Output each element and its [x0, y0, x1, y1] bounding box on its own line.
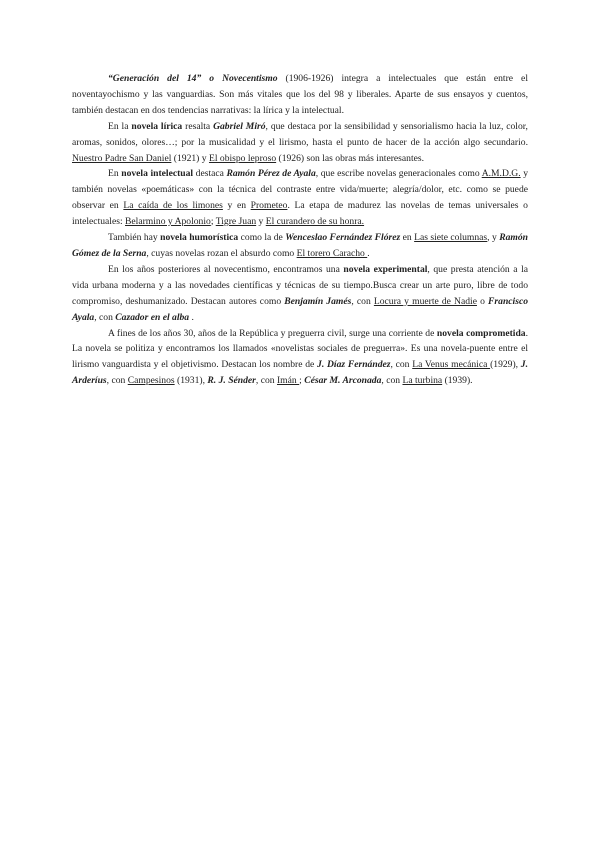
author-name: Ramón Pérez de Ayala	[226, 168, 316, 180]
paragraph-list	[72, 71, 528, 389]
title-reference: Imán	[276, 375, 300, 387]
keyword-term: novela experimental	[343, 263, 428, 275]
text-run: , que presta atención a la vida urbana moderna y a las novedades científicas y técnicas de su tiempo.Busca crear un arte puro, libre de todo compromiso, deshumanizado. Destacan autores como	[72, 263, 528, 307]
text-run: (1939).	[442, 375, 473, 387]
title-reference: El obispo leproso	[208, 152, 277, 164]
text-run: y	[256, 216, 266, 228]
title-reference: La caída de los limones	[123, 200, 223, 212]
paragraph-p5	[72, 262, 528, 326]
author-name: Francisco Ayala	[72, 295, 529, 323]
author-name: Wenceslao Fernández Flórez	[285, 232, 401, 244]
author-name: R. J. Sénder	[207, 375, 256, 387]
text-run: , con	[381, 375, 403, 387]
text-run: En	[108, 168, 122, 180]
paragraph-p3	[72, 166, 528, 230]
paragraph-p4	[72, 230, 528, 262]
text-run: , con	[351, 295, 374, 307]
text-run: A fines de los años 30, años de la República y preguerra civil, surge una corriente de	[108, 327, 437, 339]
text-run: y también novelas «poemáticas» con la técnica del contraste entre vida/muerte; alegría/dolor, etc. como se puede observar en	[72, 168, 528, 212]
text-run: , que escribe novelas generacionales como	[315, 168, 482, 180]
text-run: , y	[487, 232, 500, 244]
author-name: Benjamín Jamés	[284, 295, 352, 307]
text-run: (1931),	[174, 375, 208, 387]
author-name: César M. Arconada	[304, 375, 382, 387]
author-name: J. Arderíus	[72, 359, 528, 387]
text-run: .	[189, 311, 194, 323]
text-run: En los años posteriores al novecentismo, encontramos una	[108, 263, 344, 275]
text-run: y en	[222, 200, 251, 212]
keyword-term: novela intelectual	[121, 168, 194, 180]
title-reference: El torero Caracho	[296, 247, 368, 259]
title-reference: El curandero de su honra.	[265, 216, 365, 228]
title-reference: A.M.D.G.	[481, 168, 521, 180]
title-reference: Tigre Juan	[215, 216, 257, 228]
title-reference: Prometeo	[250, 200, 288, 212]
title-reference: Campesinos	[127, 375, 175, 387]
text-run: , que destaca por la sensibilidad y sensorialismo hacia la luz, color, aromas, sonidos, olores…; por la musicalidad y el lirismo, hasta el punto de hacer de la acción algo secundario.	[72, 120, 528, 148]
title-reference: Las siete columnas	[414, 232, 488, 244]
author-name: J. Díaz Fernández	[317, 359, 391, 371]
title-reference: Belarmino y Apolonio	[125, 216, 211, 228]
text-run: , cuyas novelas rozan el absurdo como	[146, 247, 297, 259]
text-run: , con	[94, 311, 116, 323]
paragraph-p6	[72, 326, 528, 390]
text-run: . La etapa de madurez las novelas de temas universales o intelectuales:	[72, 200, 528, 228]
keyword-term: novela comprometida	[436, 327, 526, 339]
text-run: (1921) y	[171, 152, 209, 164]
text-run: resalta	[182, 120, 214, 132]
paragraph-p1	[72, 71, 528, 119]
text-run: (1929),	[490, 359, 521, 371]
text-run: .	[367, 247, 370, 259]
author-name: “Generación del 14” o Novecentismo	[108, 73, 278, 84]
title-reference: La turbina	[402, 375, 443, 387]
title-reference: La Venus mecánica	[412, 359, 491, 371]
text-run: , con	[390, 359, 413, 371]
text-run: como la de	[238, 232, 286, 244]
text-run: En la	[108, 120, 132, 132]
text-run: destaca	[193, 168, 227, 180]
paragraph-p2	[72, 119, 528, 167]
text-run: (1906-1926) integra a intelectuales que están entre el noventayochismo y las vanguardias. Son más vitales que los del 98 y liberales. Aparte de sus ensayos y cuentos, también destacan en dos tendencias narrativas: la lírica y la intelectual.	[72, 73, 528, 116]
keyword-term: novela lírica	[131, 120, 183, 132]
text-run: o	[476, 295, 489, 307]
text-run: , con	[255, 375, 277, 387]
text-run: , con	[106, 375, 128, 387]
title-reference: Locura y muerte de Nadie	[373, 295, 477, 307]
title-reference: Nuestro Padre San Daniel	[72, 152, 172, 164]
text-run: . La novela se politiza y encontramos los llamados «novelistas sociales de preguerra». Es una novela-puente entre el lirismo vanguardista y el objetivismo. Destacan los nombre de	[72, 327, 528, 371]
author-name: Ramón Gómez de la Serna	[72, 232, 529, 259]
author-name: Gabriel Miró	[213, 120, 266, 132]
text-run: en	[400, 232, 415, 244]
keyword-term: novela humorística	[160, 232, 239, 244]
text-run: (1926) son las obras más interesantes.	[276, 152, 424, 164]
text-run: También hay	[108, 232, 161, 244]
author-name: Cazador en el alba	[115, 311, 190, 323]
text-run: ;	[210, 216, 216, 228]
text-run: ;	[299, 375, 305, 387]
